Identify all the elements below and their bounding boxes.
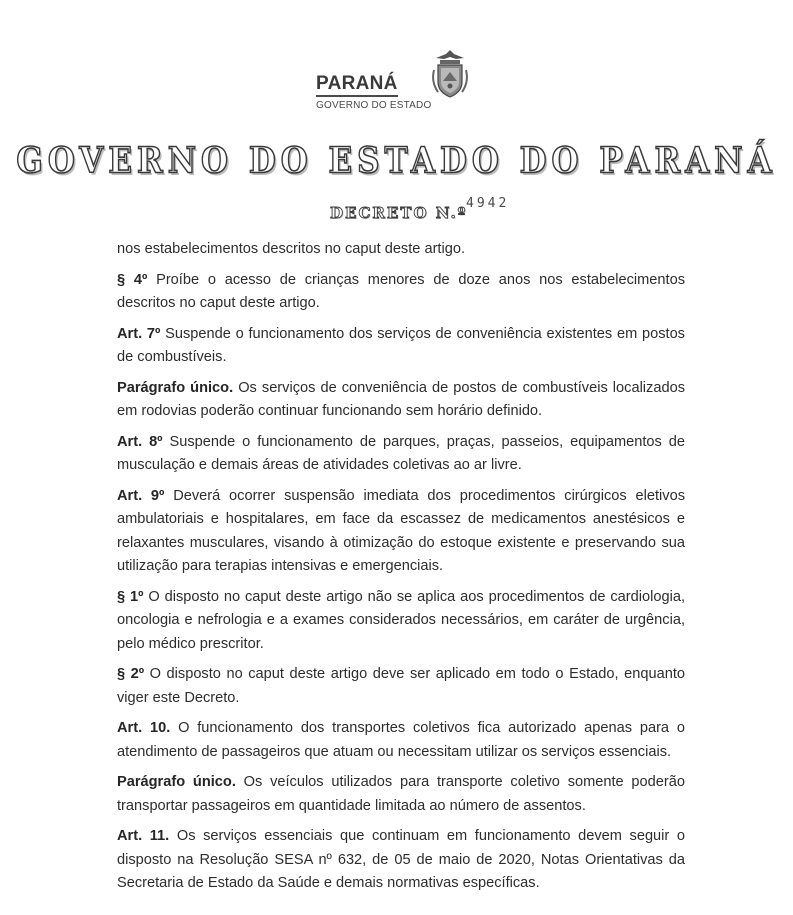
decree-body — [117, 238, 685, 903]
paragraph-text: Deverá ocorrer suspensão imediata dos procedimentos cirúrgicos eletivos ambulatoriais e hospitalares, em face da escassez de medicamentos anestésicos e relaxantes musculares, visando à otimização do estoque existente e preservando sua utilização para terapias intensivas e emergenciais. — [117, 487, 685, 574]
logo-wordmark: PARANÁ — [316, 74, 398, 97]
paragraph-lead: Art. 9º — [117, 487, 165, 504]
decree-heading — [330, 196, 590, 226]
paragraph — [117, 485, 685, 579]
paragraph — [117, 431, 685, 478]
paragraph-text: Os veículos utilizados para transporte coletivo somente poderão transportar passageiros em quantidade limitada ao número de assentos. — [117, 774, 685, 814]
paragraph — [117, 825, 685, 896]
paragraph-text: Os serviços de conveniência de postos de combustíveis localizados em rodovias poderão continuar funcionando sem horário definido. — [117, 379, 685, 419]
paragraph — [117, 586, 685, 657]
parana-logo — [310, 46, 480, 116]
logo-subtitle: GOVERNO DO ESTADO — [316, 100, 432, 111]
paragraph-text: nos estabelecimentos descritos no caput deste artigo. — [117, 241, 466, 257]
decree-label: DECRETO N.º — [330, 204, 468, 222]
paragraph — [117, 323, 685, 370]
paragraph-text: O disposto no caput deste artigo deve ser aplicado em todo o Estado, enquanto viger este Decreto. — [117, 666, 685, 706]
paragraph — [117, 238, 685, 262]
paragraph — [117, 717, 685, 764]
paragraph-text: O disposto no caput deste artigo não se aplica aos procedimentos de cardiologia, oncologia e nefrologia e a exames considerados necessários, em caráter de urgência, pelo médico prescritor. — [117, 588, 685, 652]
paragraph — [117, 663, 685, 710]
parana-coat-of-arms-icon — [428, 48, 472, 100]
government-title: GOVERNO DO ESTADO DO PARANÁ — [16, 140, 777, 182]
paragraph-lead: § 2º — [117, 666, 145, 682]
paragraph-lead: Parágrafo único. — [117, 774, 236, 790]
paragraph-lead: Art. 10. — [117, 720, 171, 736]
paragraph-text: Os serviços essenciais que continuam em funcionamento devem seguir o disposto na Resolução SESA nº 632, de 05 de maio de 2020, Notas Orientativas da Secretaria de Estado da Saúde e demais normativas específicas. — [117, 828, 685, 891]
paragraph-lead: § 1º — [117, 588, 144, 605]
paragraph-text: Suspende o funcionamento dos serviços de conveniência existentes em postos de combustíveis. — [117, 325, 685, 365]
paragraph-lead: Art. 11. — [117, 828, 170, 844]
paragraph — [117, 269, 685, 316]
paragraph — [117, 771, 685, 818]
decree-number: 4942 — [466, 196, 510, 211]
paragraph-lead: Parágrafo único. — [117, 379, 234, 396]
paragraph-lead: § 4º — [117, 271, 148, 288]
paragraph-lead: Art. 8º — [117, 433, 163, 450]
paragraph-text: Proíbe o acesso de crianças menores de doze anos nos estabelecimentos descritos no caput deste artigo. — [117, 271, 685, 311]
paragraph-text: O funcionamento dos transportes coletivos fica autorizado apenas para o atendimento de passageiros que atuam ou necessitam utilizar os serviços essenciais. — [117, 720, 685, 760]
paragraph-lead: Art. 7º — [117, 325, 161, 342]
paragraph — [117, 377, 685, 424]
paragraph-text: Suspende o funcionamento de parques, praças, passeios, equipamentos de musculação e demais áreas de atividades coletivas ao ar livre. — [117, 433, 685, 473]
